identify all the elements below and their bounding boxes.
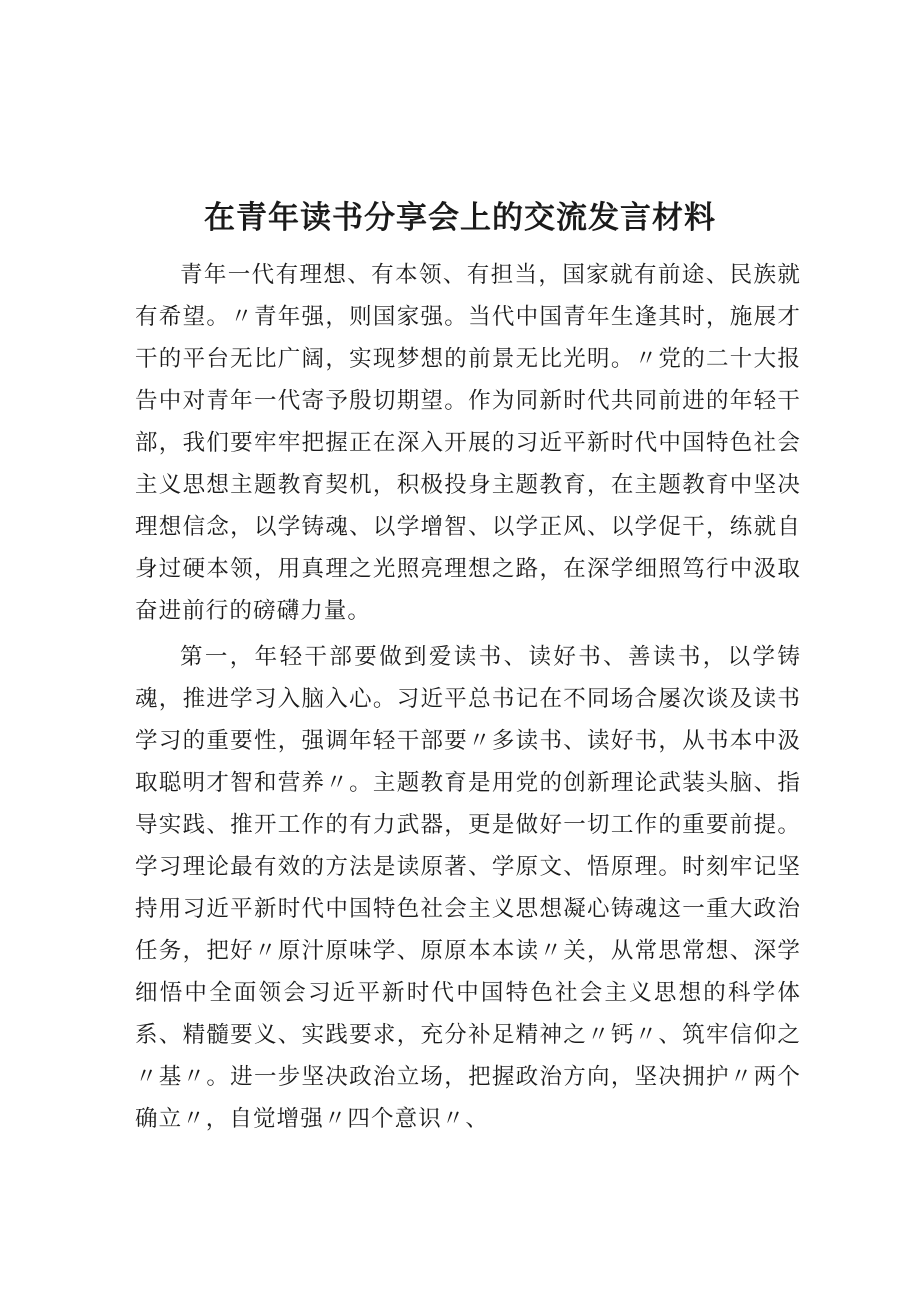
paragraph-first-point: 第一，年轻干部要做到爱读书、读好书、善读书，以学铸魂，推进学习入脑入心。习近平总书记在不同场合屡次谈及读书学习的重要性，强调年轻干部要〃多读书、读好书，从书本中汲取聪明才智和营养〃。主题教育是用党的创新理论武装头脑、指导实践、推开工作的有力武器，更是做好一切工作的重要前提。学习理论最有效的方法是读原著、学原文、悟原理。时刻牢记坚持用习近平新时代中国特色社会主义思想凝心铸魂这一重大政治任务，把好〃原汁原味学、原原本本读〃关，从常思常想、深学细悟中全面领会习近平新时代中国特色社会主义思想的科学体系、精髓要义、实践要求，充分补足精神之〃钙〃、筑牢信仰之〃基〃。进一步坚决政治立场，把握政治方向，坚决拥护〃两个确立〃，自觉增强〃四个意识〃、	[135, 644, 801, 1132]
paragraph-intro: 青年一代有理想、有本领、有担当，国家就有前途、民族就有希望。〃青年强，则国家强。当代中国青年生逢其时，施展才干的平台无比广阔，实现梦想的前景无比光明。〃党的二十大报告中对青年一代寄予殷切期望。作为同新时代共同前进的年轻干部，我们要牢牢把握正在深入开展的习近平新时代中国特色社会主义思想主题教育契机，积极投身主题教育，在主题教育中坚决理想信念，以学铸魂、以学增智、以学正风、以学促干，练就自身过硬本领，用真理之光照亮理想之路，在深学细照笃行中汲取奋进前行的磅礴力量。	[135, 262, 801, 624]
paragraph-block-2	[135, 636, 801, 1140]
document-title: 在青年读书分享会上的交流发言材料	[204, 200, 716, 236]
paragraph-block-1	[135, 254, 801, 632]
